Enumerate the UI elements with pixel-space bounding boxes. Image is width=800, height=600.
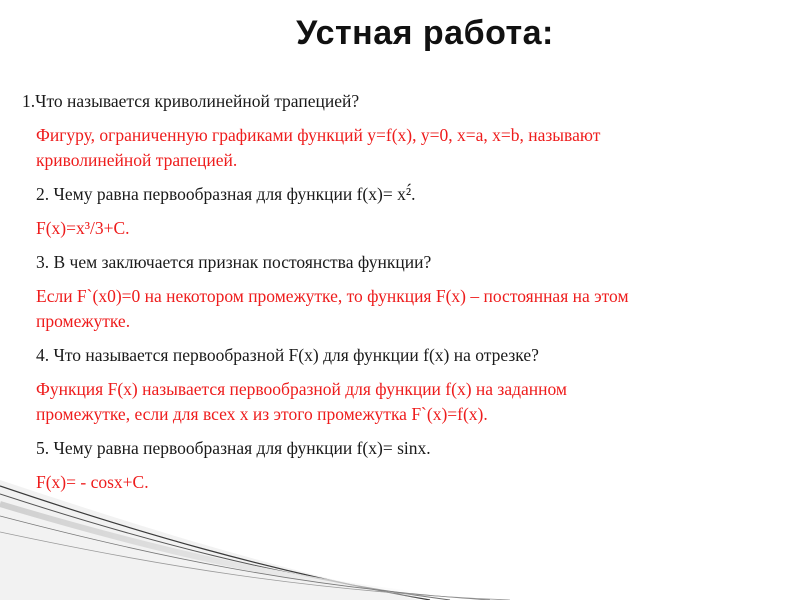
answer-3-line-1: Если F`(x0)=0 на некотором промежутке, то функция F(x) – постоянная на этом — [36, 286, 629, 306]
decorative-swoosh — [0, 480, 800, 600]
slide-title: Устная работа: — [296, 14, 554, 52]
question-1: 1.Что называется криволинейной трапецией? — [22, 91, 360, 111]
answer-2: F(x)=x³/3+C. — [36, 218, 130, 238]
answer-5: F(x)= - cosx+C. — [36, 472, 149, 492]
answer-4-line-2: промежутке, если для всех x из этого промежутка F`(x)=f(x). — [36, 404, 488, 424]
question-2: 2. Чему равна первообразная для функции f(x)= x²́. — [36, 184, 416, 204]
answer-3-line-2: промежутке. — [36, 311, 131, 331]
question-3: 3. В чем заключается признак постоянства функции? — [36, 252, 432, 272]
question-4: 4. Что называется первообразной F(x) для функции f(x) на отрезке? — [36, 345, 539, 365]
answer-1-line-2: криволинейной трапецией. — [36, 150, 238, 170]
answer-1-line-1: Фигуру, ограниченную графиками функций y=f(x), y=0, x=a, x=b, называют — [36, 125, 601, 145]
question-5: 5. Чему равна первообразная для функции f(x)= sinx. — [36, 438, 431, 458]
swoosh-light-band — [0, 480, 420, 600]
answer-4-line-1: Функция F(x) называется первообразной для функции f(x) на заданном — [36, 379, 567, 399]
